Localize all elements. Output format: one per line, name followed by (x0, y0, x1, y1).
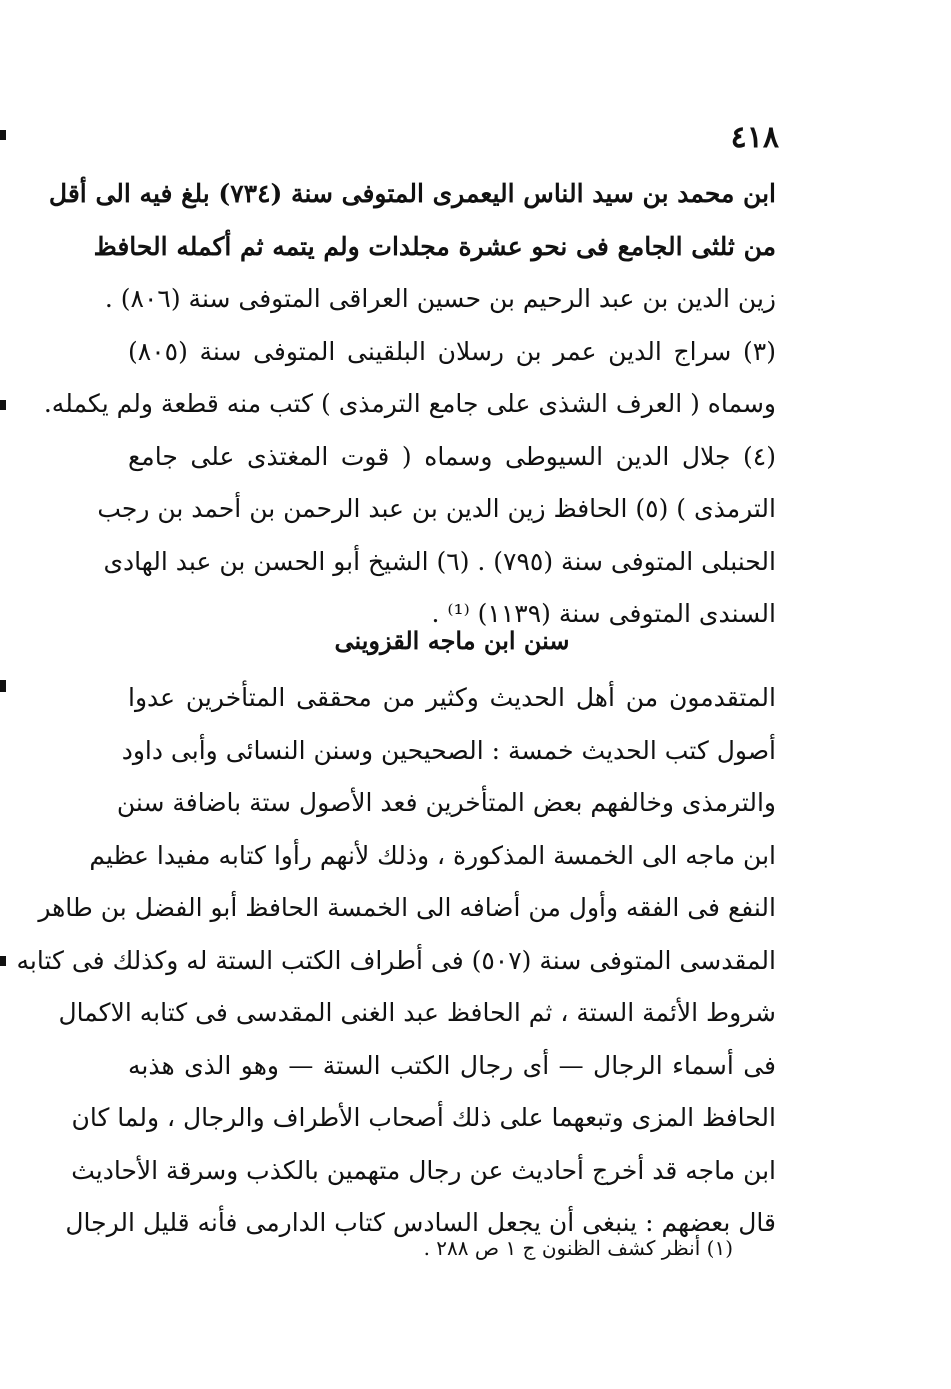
text-line: قال بعضهم : ينبغى أن يجعل السادس كتاب الدارمى فأنه قليل الرجال (65, 1208, 776, 1237)
text-line: والترمذى وخالفهم بعض المتأخرين فعد الأصول ستة باضافة سنن (116, 788, 776, 817)
text-line: من ثلثى الجامع فى نحو عشرة مجلدات ولم يتمه ثم أكمله الحافظ (93, 231, 776, 261)
paragraph-sunan-ibn-majah (16, 672, 776, 1250)
text-line: ابن ماجه الى الخمسة المذكورة ، وذلك لأنهم رأوا كتابه مفيدا عظيم (89, 840, 776, 870)
footnote: (١) أنظر كشف الظنون ج ١ ص ٢٨٨ . (423, 1236, 733, 1260)
text-line: زين الدين بن عبد الرحيم بن حسين العراقى المتوفى سنة (٨٠٦) . (104, 284, 776, 313)
text-line: المتقدمون من أهل الحديث وكثير من محققى المتأخرين عدوا (128, 683, 776, 712)
text-line: المقدسى المتوفى سنة (٥٠٧) فى أطراف الكتب الستة له وكذلك فى كتابه (16, 945, 776, 975)
paragraph-commentaries (43, 168, 776, 641)
text-line: أصول كتب الحديث خمسة : الصحيحين وسنن النسائى وأبى داود (121, 735, 776, 765)
scan-margin-mark (0, 400, 6, 410)
text-line: الحنبلى المتوفى سنة (٧٩٥) . (٦) الشيخ أبو الحسن بن عبد الهادى (103, 546, 776, 576)
scan-margin-mark (0, 680, 6, 692)
text-line: السندى المتوفى سنة (١١٣٩) ⁽¹⁾ . (431, 599, 776, 628)
text-line: النفع فى الفقه وأول من أضافه الى الخمسة الحافظ أبو الفضل بن طاهر (38, 893, 776, 922)
text-line: (٤) جلال الدين السيوطى وسماه ( قوت المغتذى على جامع (128, 441, 776, 471)
scan-margin-mark (0, 956, 6, 966)
text-line: وسماه ( العرف الشذى على جامع الترمذى ) كتب منه قطعة ولم يكمله. (43, 389, 776, 418)
page-number: ٤١٨ (730, 120, 779, 155)
text-line: فى أسماء الرجال — أى رجال الكتب الستة — وهو الذى هذبه (128, 1050, 776, 1080)
scan-margin-mark (0, 130, 6, 140)
text-line: الحافظ المزى وتبعهما على ذلك أصحاب الأطراف والرجال ، ولما كان (71, 1103, 776, 1132)
text-line: الترمذى ) (٥) الحافظ زين الدين بن عبد الرحمن بن أحمد بن رجب (97, 494, 776, 523)
text-line: ابن ماجه قد أخرج أحاديث عن رجال متهمين بالكذب وسرقة الأحاديث (71, 1155, 776, 1185)
text-line: (٣) سراج الدين عمر بن رسلان البلقينى المتوفى سنة (٨٠٥) (128, 336, 776, 366)
section-heading: سنن ابن ماجه القزوينى (334, 626, 570, 655)
text-line: ابن محمد بن سيد الناس اليعمرى المتوفى سنة (٧٣٤) بلغ فيه الى أقل (48, 179, 776, 208)
text-line: شروط الأئمة الستة ، ثم الحافظ عبد الغنى المقدسى فى كتابه الاكمال (58, 998, 776, 1027)
